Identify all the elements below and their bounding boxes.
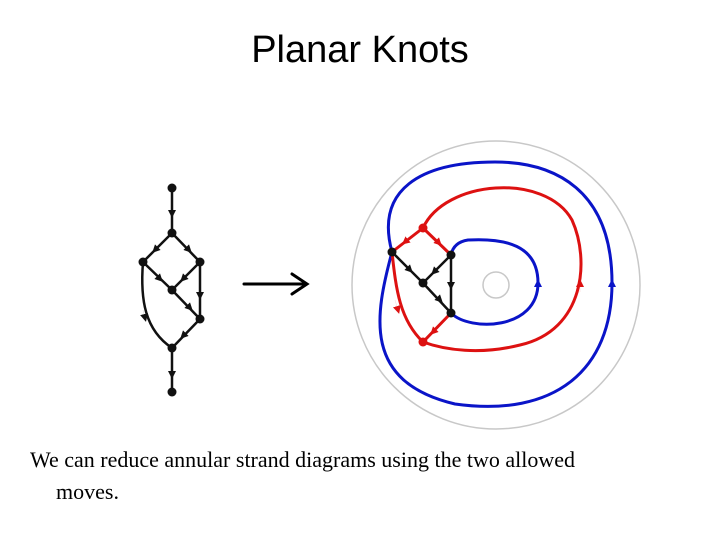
red-strand: [392, 228, 423, 252]
vertex: [139, 258, 148, 267]
strand-edge: [423, 283, 451, 313]
blue-strands: [380, 162, 612, 406]
vertex: [388, 248, 397, 257]
arrowhead-icon: [395, 300, 398, 310]
strand-edge: [172, 319, 200, 348]
red-strands: [392, 188, 581, 351]
red-strand: [423, 228, 451, 255]
vertex: [196, 258, 205, 267]
arrowhead-icon: [434, 266, 440, 272]
vertex: [419, 338, 428, 347]
annular-strand-diagram: [352, 141, 640, 429]
strand-edge: [143, 262, 172, 290]
blue-strand-outer: [380, 162, 612, 406]
blue-strand-inner-lower: [451, 283, 538, 324]
vertex: [196, 315, 205, 324]
annulus-inner-boundary: [483, 272, 509, 298]
vertex: [419, 279, 428, 288]
red-strand-outer: [423, 188, 581, 351]
vertex: [168, 286, 177, 295]
strand-edge: [172, 233, 200, 262]
red-strand: [392, 252, 423, 342]
vertex: [168, 388, 177, 397]
vertex: [168, 344, 177, 353]
slide-title: Planar Knots: [251, 29, 469, 71]
vertex: [419, 224, 428, 233]
vertex: [168, 184, 177, 193]
caption-line-1: We can reduce annular strand diagrams using the two allowed: [30, 447, 575, 472]
caption-line-2: moves.: [56, 479, 119, 504]
strand-edge: [172, 290, 200, 319]
right-arrow-icon: [244, 274, 307, 294]
blue-strand-inner: [451, 240, 538, 283]
arrowhead-icon: [404, 264, 410, 270]
vertex: [447, 309, 456, 318]
caption: [30, 444, 670, 508]
vertex: [168, 229, 177, 238]
red-strand: [423, 313, 451, 342]
vertex: [447, 251, 456, 260]
